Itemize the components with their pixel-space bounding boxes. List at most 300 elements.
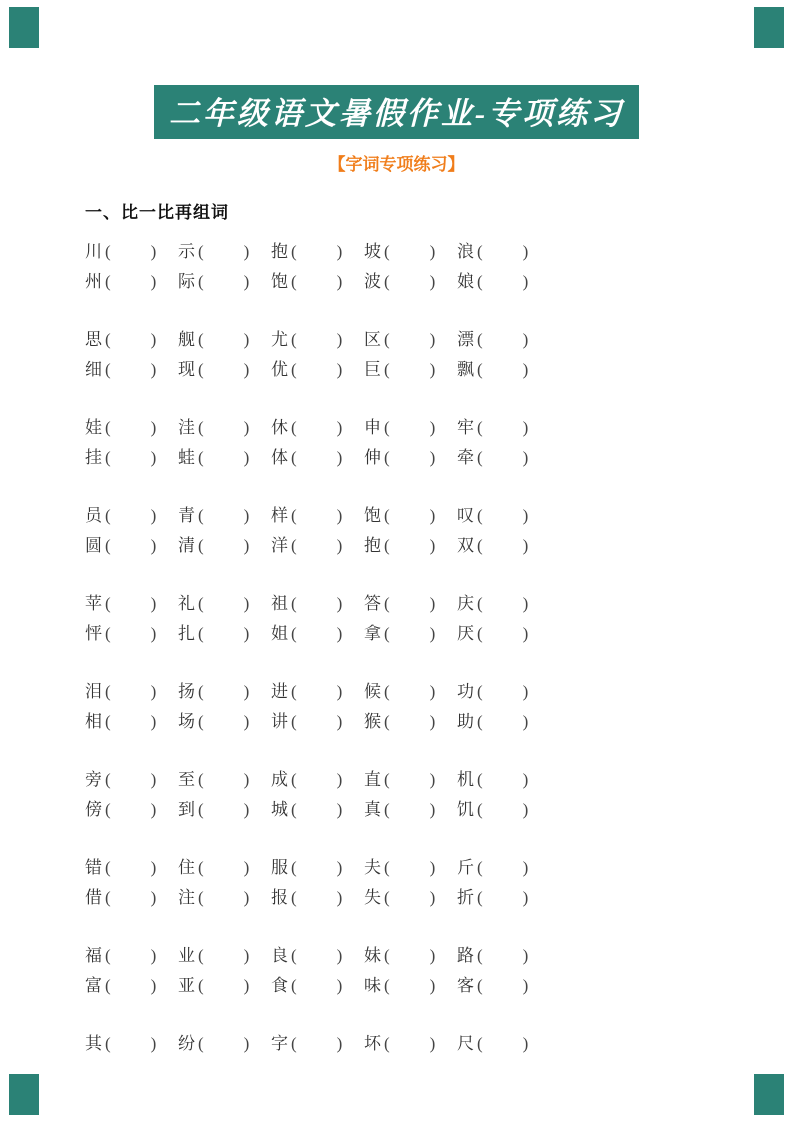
paren-open: ( (477, 681, 483, 701)
compare-word-cell (178, 443, 271, 468)
compare-word-cell (457, 589, 550, 614)
paren-close: ) (150, 329, 157, 349)
paren-close: ) (150, 857, 157, 877)
page-title-banner (154, 85, 639, 139)
character: 富 (85, 975, 102, 995)
paren-close: ) (336, 681, 343, 701)
paren-open: ( (105, 945, 111, 965)
paren-close: ) (336, 945, 343, 965)
paren-close: ) (429, 681, 436, 701)
character: 业 (178, 945, 195, 965)
compare-word-cell (271, 677, 364, 702)
character: 蛙 (178, 447, 195, 467)
compare-word-cell (364, 795, 457, 820)
paren-close: ) (522, 535, 529, 555)
paren-open: ( (291, 593, 297, 613)
paren-open: ( (105, 799, 111, 819)
character: 猴 (364, 711, 381, 731)
word-row (85, 938, 793, 968)
paren-open: ( (291, 711, 297, 731)
compare-word-cell (457, 267, 550, 292)
paren-open: ( (105, 447, 111, 467)
word-row (85, 352, 793, 382)
character: 住 (178, 857, 195, 877)
paren-open: ( (105, 975, 111, 995)
compare-word-cell (364, 589, 457, 614)
word-row (85, 410, 793, 440)
paren-close: ) (429, 1033, 436, 1053)
paren-close: ) (522, 711, 529, 731)
character: 亚 (178, 975, 195, 995)
paren-close: ) (150, 769, 157, 789)
compare-word-cell (271, 619, 364, 644)
corner-mark-top-right (754, 7, 784, 48)
character: 答 (364, 593, 381, 613)
character: 姐 (271, 623, 288, 643)
compare-word-cell (457, 707, 550, 732)
compare-word-cell (178, 795, 271, 820)
paren-open: ( (198, 417, 204, 437)
character: 庆 (457, 593, 474, 613)
paren-close: ) (150, 711, 157, 731)
paren-open: ( (477, 623, 483, 643)
paren-open: ( (384, 857, 390, 877)
paren-close: ) (429, 447, 436, 467)
compare-word-cell (364, 267, 457, 292)
paren-open: ( (477, 329, 483, 349)
paren-open: ( (384, 1033, 390, 1053)
character: 思 (85, 329, 102, 349)
character: 真 (364, 799, 381, 819)
paren-open: ( (198, 271, 204, 291)
paren-open: ( (291, 975, 297, 995)
paren-open: ( (198, 975, 204, 995)
paren-close: ) (336, 857, 343, 877)
paren-close: ) (522, 681, 529, 701)
word-row (85, 880, 793, 910)
character: 傍 (85, 799, 102, 819)
word-row (85, 322, 793, 352)
paren-close: ) (243, 271, 250, 291)
compare-word-cell (178, 677, 271, 702)
paren-close: ) (429, 241, 436, 261)
word-row (85, 234, 793, 264)
paren-open: ( (198, 593, 204, 613)
paren-close: ) (429, 799, 436, 819)
paren-open: ( (477, 857, 483, 877)
paren-open: ( (198, 623, 204, 643)
character: 体 (271, 447, 288, 467)
character: 到 (178, 799, 195, 819)
compare-word-cell (271, 531, 364, 556)
paren-close: ) (336, 535, 343, 555)
paren-open: ( (384, 417, 390, 437)
character: 牢 (457, 417, 474, 437)
paren-open: ( (477, 417, 483, 437)
word-group (85, 322, 793, 382)
character: 助 (457, 711, 474, 731)
word-row (85, 850, 793, 880)
paren-close: ) (522, 945, 529, 965)
paren-open: ( (198, 535, 204, 555)
paren-close: ) (429, 359, 436, 379)
character: 场 (178, 711, 195, 731)
paren-close: ) (336, 241, 343, 261)
paren-close: ) (243, 359, 250, 379)
paren-close: ) (336, 359, 343, 379)
paren-open: ( (477, 1033, 483, 1053)
paren-open: ( (477, 887, 483, 907)
compare-word-cell (178, 355, 271, 380)
word-row (85, 528, 793, 558)
paren-close: ) (522, 271, 529, 291)
character: 抱 (271, 241, 288, 261)
paren-open: ( (198, 945, 204, 965)
compare-word-cell (85, 765, 178, 790)
paren-close: ) (336, 623, 343, 643)
compare-word-cell (85, 619, 178, 644)
paren-close: ) (522, 329, 529, 349)
character: 至 (178, 769, 195, 789)
character: 礼 (178, 593, 195, 613)
compare-word-cell (178, 941, 271, 966)
compare-word-cell (457, 443, 550, 468)
paren-open: ( (291, 1033, 297, 1053)
compare-word-cell (85, 501, 178, 526)
paren-close: ) (522, 975, 529, 995)
character: 讲 (271, 711, 288, 731)
paren-open: ( (105, 359, 111, 379)
paren-open: ( (291, 505, 297, 525)
paren-open: ( (105, 1033, 111, 1053)
paren-close: ) (429, 769, 436, 789)
compare-word-cell (271, 267, 364, 292)
character: 巨 (364, 359, 381, 379)
compare-word-cell (364, 443, 457, 468)
paren-open: ( (291, 769, 297, 789)
word-row (85, 616, 793, 646)
paren-close: ) (150, 359, 157, 379)
compare-word-cell (457, 765, 550, 790)
paren-close: ) (243, 329, 250, 349)
compare-word-cell (271, 883, 364, 908)
paren-open: ( (384, 505, 390, 525)
word-row (85, 762, 793, 792)
compare-word-cell (364, 355, 457, 380)
character: 食 (271, 975, 288, 995)
paren-open: ( (384, 241, 390, 261)
character: 娃 (85, 417, 102, 437)
paren-close: ) (150, 623, 157, 643)
compare-word-cell (85, 971, 178, 996)
paren-open: ( (105, 241, 111, 261)
character: 伸 (364, 447, 381, 467)
paren-open: ( (477, 241, 483, 261)
compare-word-cell (85, 707, 178, 732)
compare-word-cell (457, 853, 550, 878)
word-row (85, 440, 793, 470)
character: 优 (271, 359, 288, 379)
paren-open: ( (384, 711, 390, 731)
character: 旁 (85, 769, 102, 789)
paren-open: ( (291, 329, 297, 349)
compare-word-cell (271, 1029, 364, 1054)
compare-word-cell (457, 413, 550, 438)
paren-open: ( (384, 271, 390, 291)
compare-word-cell (85, 325, 178, 350)
compare-word-cell (178, 237, 271, 262)
exercise-heading: 一、比一比再组词 (85, 203, 229, 222)
character: 抱 (364, 535, 381, 555)
paren-close: ) (429, 535, 436, 555)
word-row (85, 674, 793, 704)
paren-open: ( (384, 623, 390, 643)
compare-word-cell (364, 971, 457, 996)
compare-word-cell (271, 853, 364, 878)
paren-close: ) (150, 241, 157, 261)
paren-close: ) (522, 447, 529, 467)
paren-close: ) (522, 769, 529, 789)
paren-close: ) (243, 505, 250, 525)
corner-mark-top-left (9, 7, 39, 48)
word-group (85, 938, 793, 998)
paren-close: ) (150, 447, 157, 467)
character: 扬 (178, 681, 195, 701)
compare-word-cell (364, 707, 457, 732)
compare-word-cell (178, 589, 271, 614)
paren-open: ( (291, 241, 297, 261)
word-row (85, 792, 793, 822)
paren-close: ) (522, 505, 529, 525)
compare-word-cell (85, 531, 178, 556)
character: 洋 (271, 535, 288, 555)
paren-close: ) (429, 975, 436, 995)
compare-word-cell (178, 501, 271, 526)
paren-open: ( (291, 887, 297, 907)
character: 坏 (364, 1033, 381, 1053)
paren-close: ) (522, 593, 529, 613)
character: 圆 (85, 535, 102, 555)
compare-word-cell (178, 267, 271, 292)
paren-open: ( (291, 799, 297, 819)
character: 挂 (85, 447, 102, 467)
compare-word-cell (85, 853, 178, 878)
character: 川 (85, 241, 102, 261)
paren-open: ( (477, 535, 483, 555)
character: 候 (364, 681, 381, 701)
paren-open: ( (105, 769, 111, 789)
character: 味 (364, 975, 381, 995)
paren-close: ) (336, 447, 343, 467)
paren-close: ) (336, 593, 343, 613)
compare-word-cell (364, 413, 457, 438)
corner-mark-bottom-left (9, 1074, 39, 1115)
compare-word-cell (85, 941, 178, 966)
compare-word-cell (85, 413, 178, 438)
character: 服 (271, 857, 288, 877)
compare-word-cell (271, 501, 364, 526)
compare-word-cell (364, 677, 457, 702)
character: 漂 (457, 329, 474, 349)
character: 州 (85, 271, 102, 291)
paren-close: ) (522, 359, 529, 379)
paren-open: ( (105, 681, 111, 701)
paren-open: ( (477, 447, 483, 467)
compare-word-cell (457, 1029, 550, 1054)
character: 苹 (85, 593, 102, 613)
compare-word-cell (457, 883, 550, 908)
character: 扎 (178, 623, 195, 643)
paren-close: ) (336, 975, 343, 995)
compare-word-cell (178, 853, 271, 878)
word-row (85, 968, 793, 998)
word-row (85, 586, 793, 616)
character: 良 (271, 945, 288, 965)
paren-close: ) (336, 505, 343, 525)
paren-close: ) (150, 945, 157, 965)
character: 夫 (364, 857, 381, 877)
compare-word-cell (178, 531, 271, 556)
paren-open: ( (477, 799, 483, 819)
character: 纷 (178, 1033, 195, 1053)
paren-close: ) (336, 329, 343, 349)
paren-close: ) (336, 769, 343, 789)
compare-word-cell (457, 941, 550, 966)
character: 失 (364, 887, 381, 907)
character: 际 (178, 271, 195, 291)
paren-open: ( (291, 359, 297, 379)
character: 成 (271, 769, 288, 789)
paren-close: ) (243, 417, 250, 437)
paren-open: ( (198, 769, 204, 789)
character: 注 (178, 887, 195, 907)
paren-open: ( (291, 447, 297, 467)
exercise-groups (85, 234, 793, 1056)
paren-close: ) (429, 329, 436, 349)
paren-open: ( (384, 769, 390, 789)
paren-open: ( (105, 887, 111, 907)
paren-close: ) (522, 417, 529, 437)
compare-word-cell (178, 619, 271, 644)
paren-open: ( (477, 945, 483, 965)
character: 波 (364, 271, 381, 291)
compare-word-cell (271, 707, 364, 732)
character: 样 (271, 505, 288, 525)
paren-open: ( (105, 271, 111, 291)
character: 相 (85, 711, 102, 731)
paren-close: ) (429, 945, 436, 965)
character: 报 (271, 887, 288, 907)
paren-close: ) (429, 271, 436, 291)
character: 折 (457, 887, 474, 907)
corner-mark-bottom-right (754, 1074, 784, 1115)
character: 斤 (457, 857, 474, 877)
compare-word-cell (457, 355, 550, 380)
compare-word-cell (178, 1029, 271, 1054)
compare-word-cell (364, 325, 457, 350)
paren-close: ) (150, 417, 157, 437)
paren-open: ( (291, 271, 297, 291)
character: 青 (178, 505, 195, 525)
paren-open: ( (198, 799, 204, 819)
paren-close: ) (429, 857, 436, 877)
paren-close: ) (336, 711, 343, 731)
character: 牵 (457, 447, 474, 467)
paren-open: ( (105, 535, 111, 555)
paren-close: ) (243, 857, 250, 877)
paren-close: ) (522, 887, 529, 907)
compare-word-cell (85, 589, 178, 614)
character: 机 (457, 769, 474, 789)
character: 妹 (364, 945, 381, 965)
paren-close: ) (522, 241, 529, 261)
paren-close: ) (429, 623, 436, 643)
word-group (85, 1026, 793, 1056)
word-group (85, 586, 793, 646)
paren-open: ( (198, 447, 204, 467)
paren-close: ) (429, 711, 436, 731)
paren-close: ) (150, 681, 157, 701)
compare-word-cell (271, 589, 364, 614)
paren-close: ) (429, 887, 436, 907)
paren-open: ( (477, 359, 483, 379)
compare-word-cell (271, 325, 364, 350)
compare-word-cell (271, 355, 364, 380)
paren-open: ( (105, 417, 111, 437)
paren-close: ) (150, 887, 157, 907)
compare-word-cell (457, 795, 550, 820)
paren-open: ( (384, 975, 390, 995)
paren-open: ( (105, 857, 111, 877)
paren-open: ( (198, 857, 204, 877)
compare-word-cell (457, 237, 550, 262)
compare-word-cell (178, 883, 271, 908)
paren-open: ( (105, 623, 111, 643)
paren-close: ) (522, 623, 529, 643)
paren-open: ( (291, 857, 297, 877)
compare-word-cell (457, 677, 550, 702)
compare-word-cell (364, 531, 457, 556)
page-title: 二年级语文暑假作业-专项练习 (168, 96, 625, 131)
paren-close: ) (522, 799, 529, 819)
paren-close: ) (150, 975, 157, 995)
compare-word-cell (85, 795, 178, 820)
word-group (85, 410, 793, 470)
paren-open: ( (198, 241, 204, 261)
character: 尺 (457, 1033, 474, 1053)
compare-word-cell (271, 237, 364, 262)
paren-close: ) (336, 271, 343, 291)
character: 功 (457, 681, 474, 701)
character: 娘 (457, 271, 474, 291)
paren-close: ) (243, 945, 250, 965)
word-group (85, 234, 793, 294)
paren-open: ( (198, 681, 204, 701)
character: 员 (85, 505, 102, 525)
compare-word-cell (85, 237, 178, 262)
compare-word-cell (364, 883, 457, 908)
compare-word-cell (178, 765, 271, 790)
character: 饥 (457, 799, 474, 819)
compare-word-cell (364, 853, 457, 878)
compare-word-cell (457, 619, 550, 644)
character: 泪 (85, 681, 102, 701)
word-group (85, 850, 793, 910)
compare-word-cell (457, 971, 550, 996)
paren-open: ( (198, 1033, 204, 1053)
word-row (85, 704, 793, 734)
paren-open: ( (105, 505, 111, 525)
